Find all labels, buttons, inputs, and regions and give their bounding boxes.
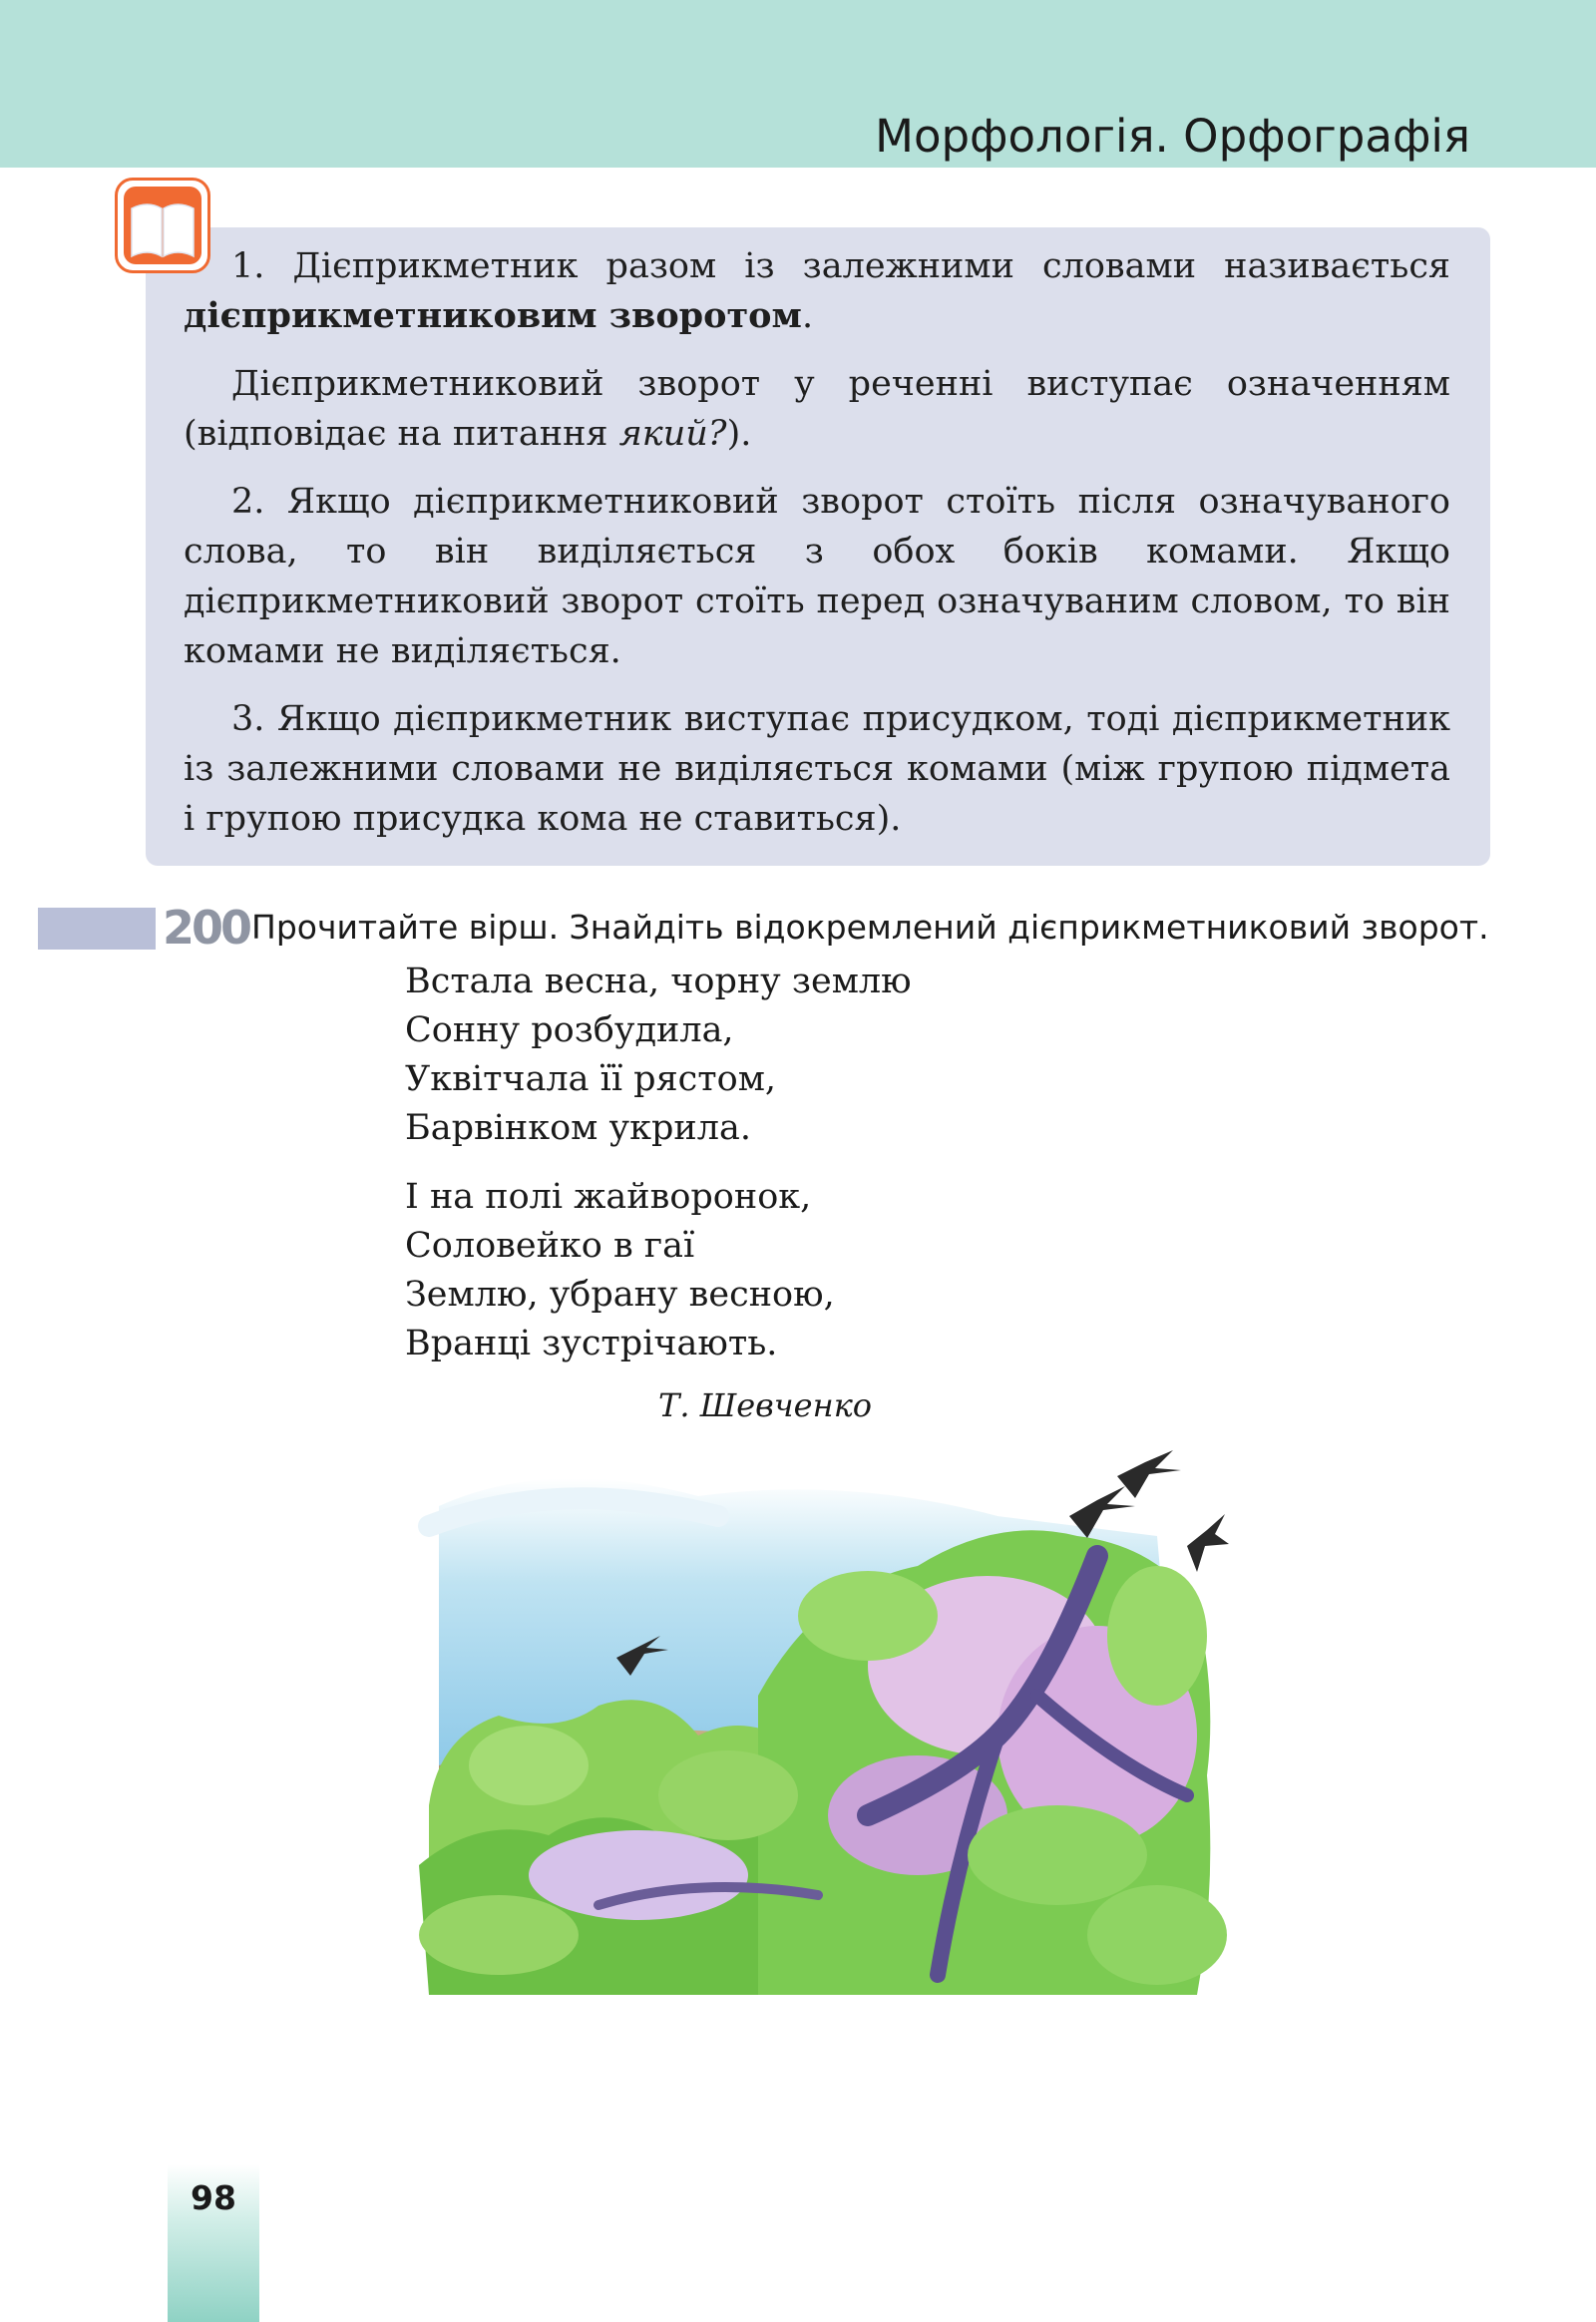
rule-term: дієприкметниковим зворотом bbox=[184, 295, 802, 336]
poem-line: Барвінком укрила. bbox=[405, 1108, 751, 1148]
exercise-number: 200 bbox=[163, 901, 250, 955]
page-number: 98 bbox=[191, 2178, 236, 2217]
rule-paragraph-2: Дієприкметниковий зворот у реченні виступає означенням (відповідає на питання який?). bbox=[184, 364, 1450, 454]
exercise-marker-bar bbox=[38, 908, 156, 950]
rule-paragraph-1: 1. Дієприкметник разом із залежними словами називається дієприкметниковим зворотом. bbox=[184, 246, 1450, 336]
exercise-task: Прочитайте вірш. Знайдіть відокремлений дієприкметниковий зворот. bbox=[251, 908, 1489, 947]
page-section-title: Морфологія. Орфографія bbox=[875, 110, 1470, 163]
poem-stanza-2 bbox=[405, 1173, 912, 1368]
book-icon bbox=[115, 178, 210, 273]
poem-line: Вранці зустрічають. bbox=[405, 1324, 778, 1363]
rule-box bbox=[146, 227, 1490, 866]
poem-line: Уквітчала її рястом, bbox=[405, 1059, 777, 1099]
poem-line: І на полі жайворонок, bbox=[405, 1177, 812, 1217]
poem-stanza-1 bbox=[405, 958, 912, 1153]
poem-line: Встала весна, чорну землю bbox=[405, 962, 912, 1001]
poem-line: Соловейко в гаї bbox=[405, 1226, 695, 1266]
rule-paragraph-3: 2. Якщо дієприкметниковий зворот стоїть після означуваного слова, то він виділяється з обох боків комами. Якщо дієприкметниковий зворот стоїть перед означуваним словом, то він комами не виділяється. bbox=[184, 482, 1450, 671]
poem-author: Т. Шевченко bbox=[658, 1386, 873, 1424]
poem-line: Землю, убрану весною, bbox=[405, 1275, 835, 1315]
spring-illustration bbox=[399, 1436, 1257, 1995]
rule-question: який? bbox=[618, 414, 727, 454]
rule-paragraph-4: 3. Якщо дієприкметник виступає присудком, тоді дієприкметник із залежними словами не виділяється комами (між групою підмета і групою присудка кома не ставиться). bbox=[184, 699, 1450, 839]
poem bbox=[405, 958, 912, 1388]
poem-line: Сонну розбудила, bbox=[405, 1010, 734, 1050]
